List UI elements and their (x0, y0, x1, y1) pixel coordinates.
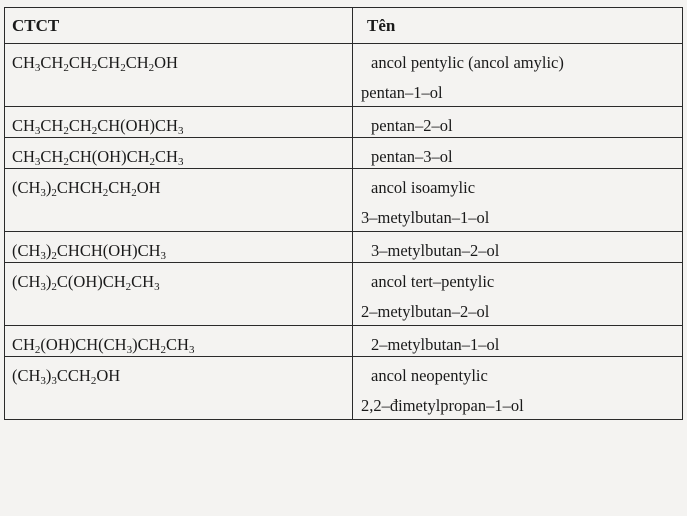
table-row (5, 232, 683, 263)
name-line: ancol pentylic (ancol amylic) (371, 53, 564, 72)
name-line: 2–metylbutan–2–ol (361, 302, 490, 321)
table-row (5, 169, 683, 232)
table-row (5, 44, 683, 107)
name-cell (353, 107, 683, 138)
formula-cell: $(CH_3)_2CHCH_2CH_2OH$ (5, 169, 353, 232)
formula-cell: $CH_3CH_2CH_2CH(OH)CH_3$ (5, 107, 353, 138)
name-cell (353, 326, 683, 357)
alcohol-names-table (4, 7, 683, 420)
name-cell (353, 138, 683, 169)
name-line: ancol isoamylic (371, 178, 476, 197)
header-row (5, 8, 683, 44)
table-row (5, 357, 683, 420)
header-name: Tên (353, 8, 683, 44)
name-line: 2–metylbutan–1–ol (371, 335, 500, 354)
name-line: ancol neopentylic (371, 366, 488, 385)
name-line: ancol tert–pentylic (371, 272, 495, 291)
formula-cell: $CH_3CH_2CH(OH)CH_2CH_3$ (5, 138, 353, 169)
table-row (5, 138, 683, 169)
formula-cell: $(CH_3)_3CCH_2OH$ (5, 357, 353, 420)
header-formula: CTCT (5, 8, 353, 44)
formula-cell: $(CH_3)_2C(OH)CH_2CH_3$ (5, 263, 353, 326)
name-cell (353, 44, 683, 107)
table-row (5, 326, 683, 357)
name-line: pentan–3–ol (371, 147, 453, 166)
formula-cell: $(CH_3)_2CHCH(OH)CH_3$ (5, 232, 353, 263)
name-line: 3–metylbutan–2–ol (371, 241, 500, 260)
name-cell (353, 357, 683, 420)
name-line: pentan–1–ol (361, 83, 443, 102)
name-cell (353, 169, 683, 232)
name-line: pentan–2–ol (371, 116, 453, 135)
name-line: 2,2–đimetylpropan–1–ol (361, 396, 524, 415)
formula-cell: $CH_2(OH)CH(CH_3)CH_2CH_3$ (5, 326, 353, 357)
table-row (5, 263, 683, 326)
name-cell (353, 232, 683, 263)
name-line: 3–metylbutan–1–ol (361, 208, 490, 227)
name-cell (353, 263, 683, 326)
table-row (5, 107, 683, 138)
formula-cell: $CH_3CH_2CH_2CH_2CH_2OH$ (5, 44, 353, 107)
